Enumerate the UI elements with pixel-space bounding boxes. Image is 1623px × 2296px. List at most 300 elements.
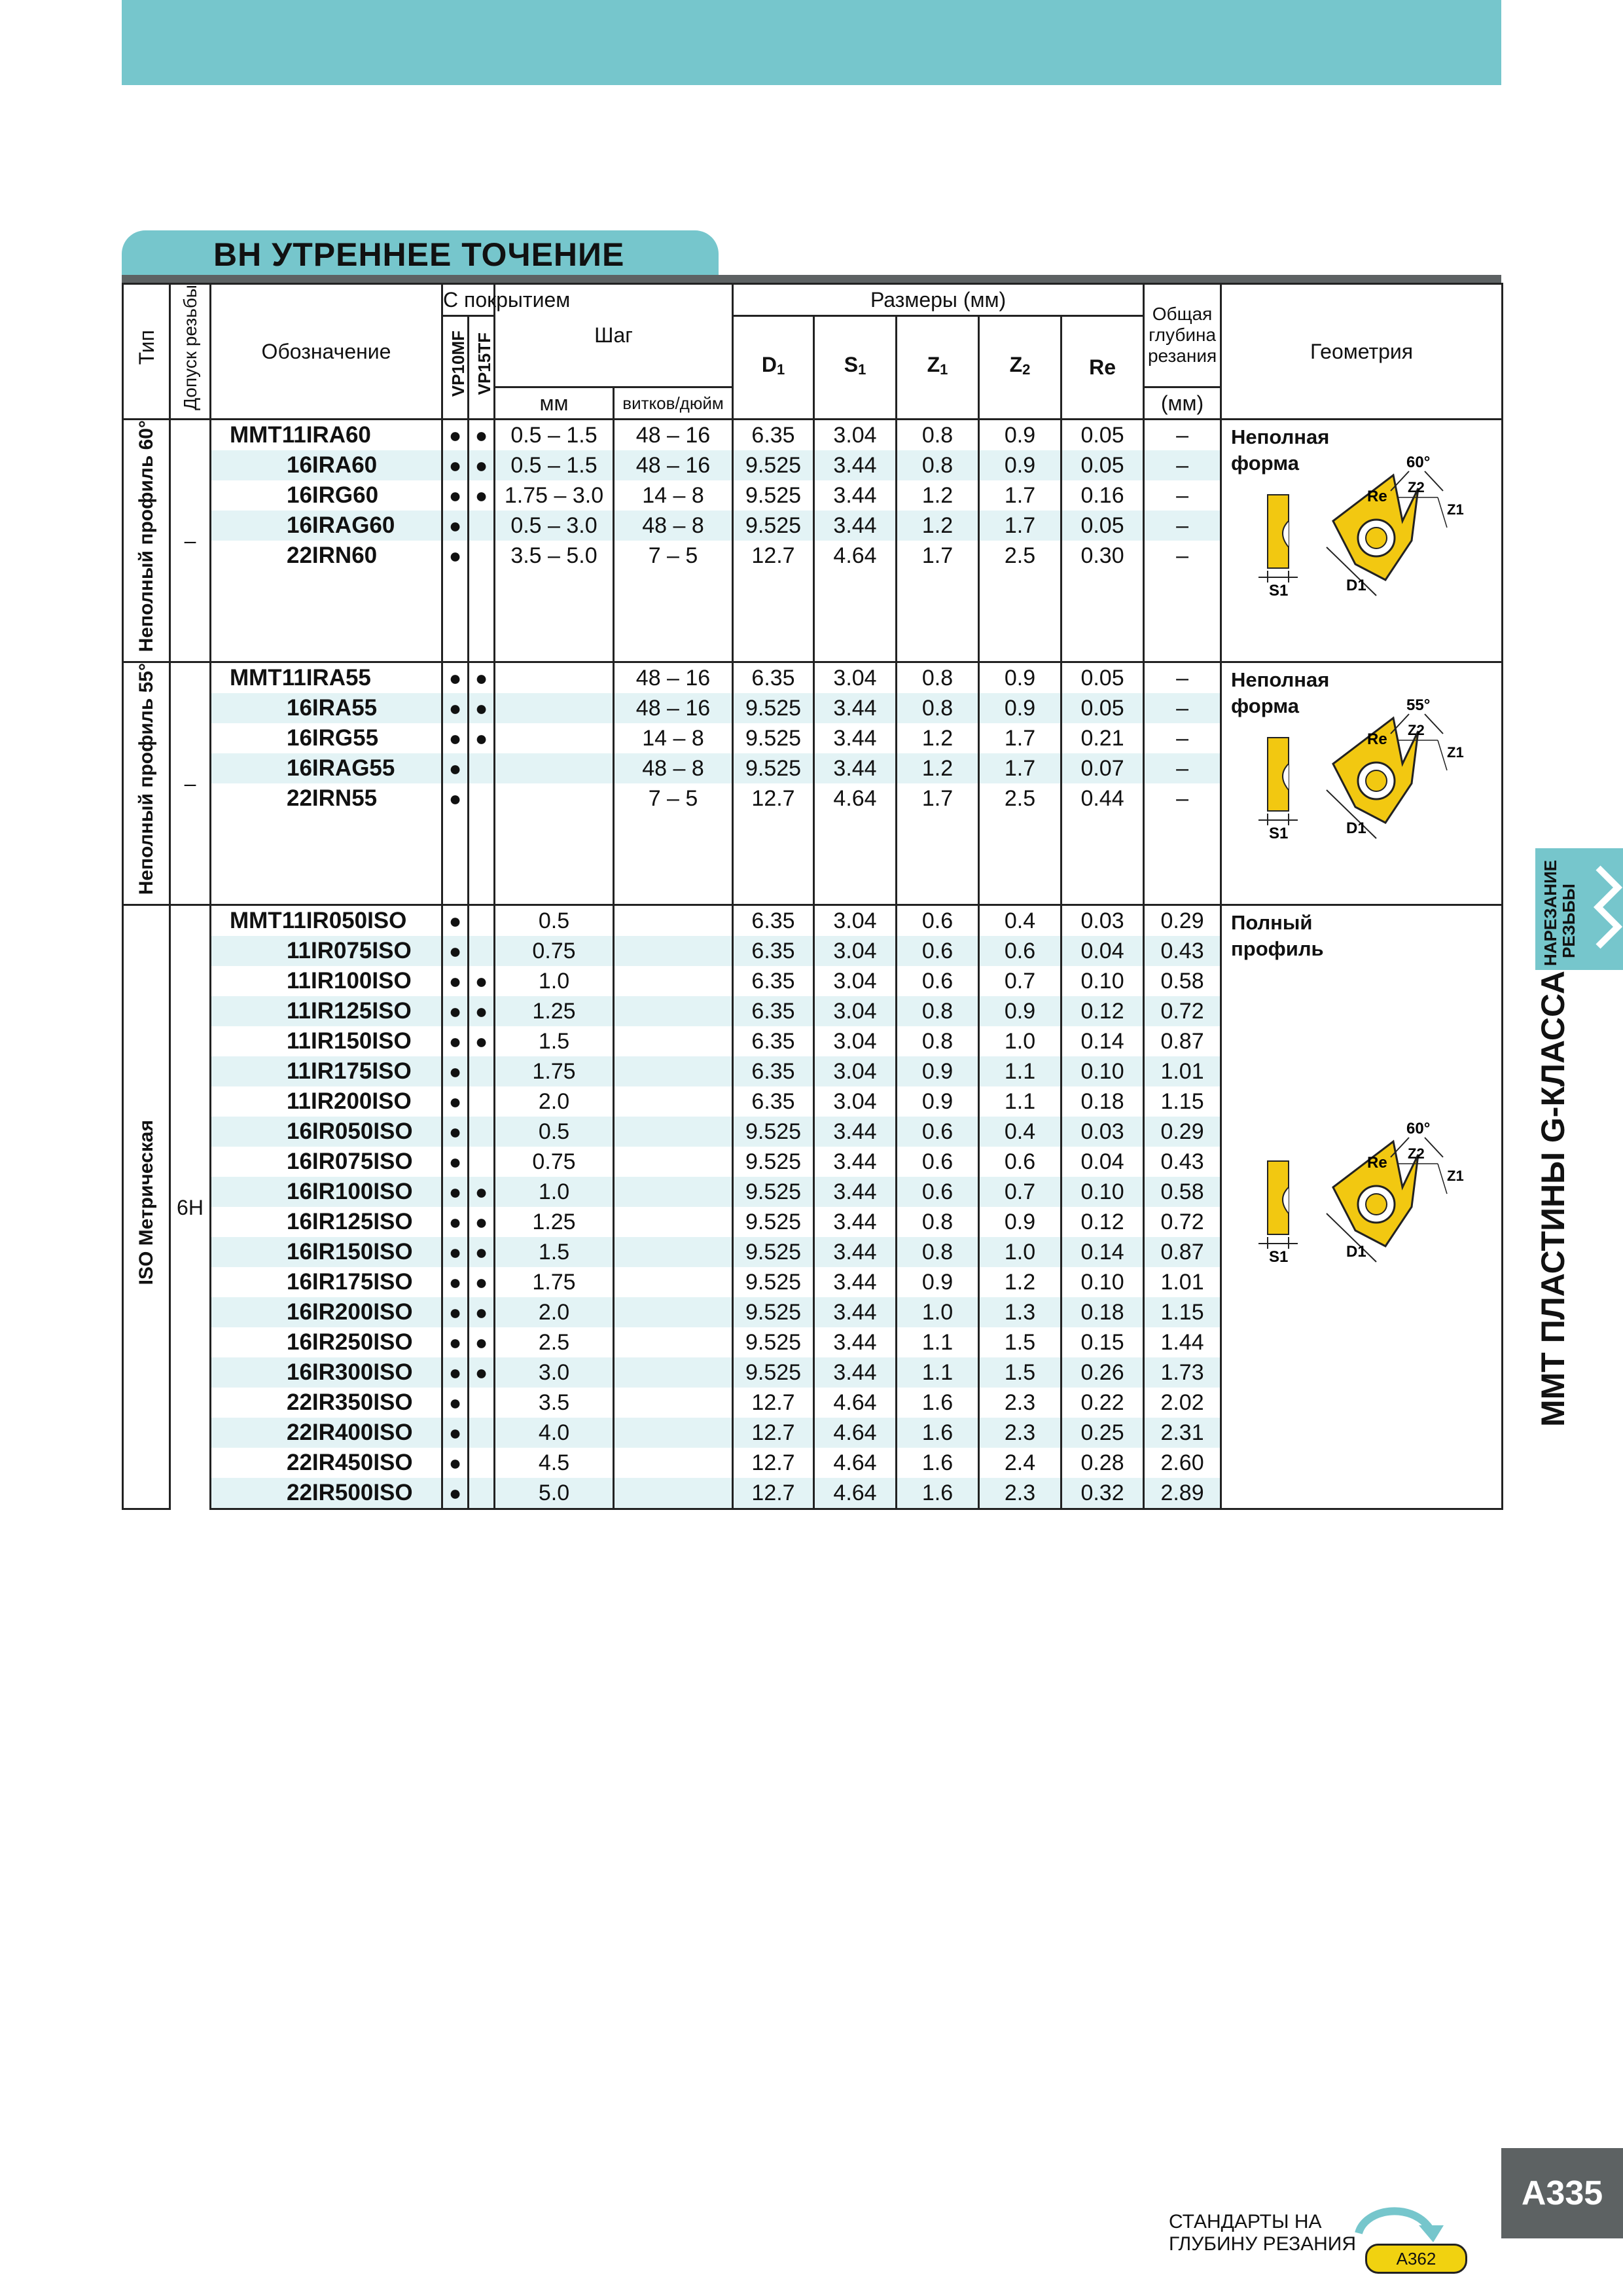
depth-cell: 2.89 xyxy=(1144,1478,1221,1509)
header-s1: S1 xyxy=(814,316,897,420)
grade2-cell: ● xyxy=(469,419,495,450)
empty-cell xyxy=(979,571,1061,601)
s1-cell: 3.44 xyxy=(814,1357,897,1388)
designation-cell: 22IRN55 xyxy=(211,783,442,814)
z2-cell: 1.7 xyxy=(979,753,1061,783)
z2-cell: 0.9 xyxy=(979,693,1061,723)
grade1-cell: ● xyxy=(442,905,469,937)
grade1-cell: ● xyxy=(442,511,469,541)
grade2-cell: ● xyxy=(469,1237,495,1267)
empty-cell xyxy=(1061,874,1144,905)
z2-cell: 0.4 xyxy=(979,1117,1061,1147)
pitch-tpi-cell xyxy=(614,1388,733,1418)
re-cell: 0.21 xyxy=(1061,723,1144,753)
grade1-cell: ● xyxy=(442,1267,469,1297)
s1-cell: 4.64 xyxy=(814,783,897,814)
grade2-cell xyxy=(469,1086,495,1117)
pitch-mm-cell: 1.0 xyxy=(495,966,614,996)
empty-cell xyxy=(897,844,979,874)
empty-cell xyxy=(614,874,733,905)
z1-cell: 1.7 xyxy=(897,783,979,814)
depth-cell: 0.29 xyxy=(1144,1117,1221,1147)
re-cell: 0.10 xyxy=(1061,966,1144,996)
z1-cell: 1.7 xyxy=(897,541,979,571)
grade2-cell: ● xyxy=(469,966,495,996)
depth-cell: 0.72 xyxy=(1144,996,1221,1026)
s1-cell: 3.44 xyxy=(814,450,897,480)
z1-cell: 1.6 xyxy=(897,1388,979,1418)
grade1-cell: ● xyxy=(442,419,469,450)
designation-cell: 11IR150ISO xyxy=(211,1026,442,1056)
empty-cell xyxy=(897,631,979,662)
grade1-cell: ● xyxy=(442,662,469,694)
empty-cell xyxy=(495,844,614,874)
d1-cell: 9.525 xyxy=(733,1117,814,1147)
designation-cell: 22IR500ISO xyxy=(211,1478,442,1509)
grade1-cell: ● xyxy=(442,1388,469,1418)
empty-cell xyxy=(814,571,897,601)
re-cell: 0.03 xyxy=(1061,905,1144,937)
grade2-cell xyxy=(469,753,495,783)
s1-cell: 3.44 xyxy=(814,1327,897,1357)
insert-side-view xyxy=(1258,1161,1298,1266)
z1-cell: 0.8 xyxy=(897,1207,979,1237)
depth-cell: 0.58 xyxy=(1144,1177,1221,1207)
depth-cell: 2.02 xyxy=(1144,1388,1221,1418)
empty-cell xyxy=(495,571,614,601)
grade2-cell xyxy=(469,511,495,541)
group-tolerance: – xyxy=(170,662,211,905)
depth-cell: 0.87 xyxy=(1144,1237,1221,1267)
designation-cell: 16IRAG55 xyxy=(211,753,442,783)
pitch-mm-cell: 5.0 xyxy=(495,1478,614,1509)
pitch-mm-cell: 0.5 – 1.5 xyxy=(495,419,614,450)
z1-cell: 0.6 xyxy=(897,905,979,937)
z1-cell: 0.6 xyxy=(897,1147,979,1177)
top-color-band xyxy=(122,0,1501,85)
pitch-mm-cell: 1.75 – 3.0 xyxy=(495,480,614,511)
pitch-mm-cell: 1.25 xyxy=(495,996,614,1026)
empty-cell xyxy=(1061,814,1144,844)
re-cell: 0.10 xyxy=(1061,1056,1144,1086)
geometry-label: Неполная форма xyxy=(1231,425,1330,475)
pitch-tpi-cell xyxy=(614,1267,733,1297)
grade2-cell: ● xyxy=(469,1327,495,1357)
designation-cell: 11IR075ISO xyxy=(211,936,442,966)
grade1-cell: ● xyxy=(442,1448,469,1478)
designation-cell: 11IR200ISO xyxy=(211,1086,442,1117)
empty-cell xyxy=(495,874,614,905)
d1-cell: 6.35 xyxy=(733,996,814,1026)
empty-cell xyxy=(814,601,897,631)
grade1-cell: ● xyxy=(442,480,469,511)
z1-cell: 1.2 xyxy=(897,480,979,511)
empty-cell xyxy=(1061,571,1144,601)
grade2-cell xyxy=(469,1388,495,1418)
z1-cell: 0.6 xyxy=(897,1117,979,1147)
empty-cell xyxy=(442,814,469,844)
z2-cell: 0.9 xyxy=(979,419,1061,450)
d1-cell: 12.7 xyxy=(733,1388,814,1418)
pitch-tpi-cell: 7 – 5 xyxy=(614,541,733,571)
designation-cell: 16IR100ISO xyxy=(211,1177,442,1207)
re-cell: 0.16 xyxy=(1061,480,1144,511)
grade1-cell: ● xyxy=(442,1026,469,1056)
grade1-cell: ● xyxy=(442,693,469,723)
s1-cell: 4.64 xyxy=(814,1388,897,1418)
re-cell: 0.12 xyxy=(1061,1207,1144,1237)
footer-text xyxy=(1169,2211,1356,2255)
z1-cell: 0.6 xyxy=(897,1177,979,1207)
pitch-tpi-cell: 14 – 8 xyxy=(614,723,733,753)
pitch-mm-cell: 4.0 xyxy=(495,1418,614,1448)
grade1-cell: ● xyxy=(442,723,469,753)
z2-cell: 0.6 xyxy=(979,1147,1061,1177)
empty-cell xyxy=(979,874,1061,905)
grade1-cell: ● xyxy=(442,936,469,966)
pitch-tpi-cell xyxy=(614,966,733,996)
re-cell: 0.04 xyxy=(1061,1147,1144,1177)
grade2-cell xyxy=(469,783,495,814)
empty-cell xyxy=(495,601,614,631)
z2-cell: 2.3 xyxy=(979,1478,1061,1509)
pitch-tpi-cell xyxy=(614,1418,733,1448)
depth-cell: – xyxy=(1144,511,1221,541)
z2-cell: 0.7 xyxy=(979,966,1061,996)
re-cell: 0.05 xyxy=(1061,450,1144,480)
s1-cell: 3.04 xyxy=(814,966,897,996)
pitch-mm-cell: 2.0 xyxy=(495,1297,614,1327)
z1-cell: 1.6 xyxy=(897,1478,979,1509)
grade2-cell: ● xyxy=(469,450,495,480)
pitch-tpi-cell xyxy=(614,1177,733,1207)
z2-cell: 0.9 xyxy=(979,1207,1061,1237)
designation-cell: 16IR075ISO xyxy=(211,1147,442,1177)
z2-cell: 0.9 xyxy=(979,996,1061,1026)
re-cell: 0.04 xyxy=(1061,936,1144,966)
label-z1: Z1 xyxy=(1447,501,1464,518)
s1-cell: 3.04 xyxy=(814,419,897,450)
grade2-cell: ● xyxy=(469,996,495,1026)
empty-cell xyxy=(897,874,979,905)
re-cell: 0.26 xyxy=(1061,1357,1144,1388)
re-cell: 0.15 xyxy=(1061,1327,1144,1357)
label-z2: Z2 xyxy=(1408,478,1425,495)
grade2-cell xyxy=(469,1117,495,1147)
label-z1: Z1 xyxy=(1447,1168,1464,1185)
grade1-cell: ● xyxy=(442,1327,469,1357)
d1-cell: 6.35 xyxy=(733,905,814,937)
re-cell: 0.32 xyxy=(1061,1478,1144,1509)
label-z1: Z1 xyxy=(1447,744,1464,761)
depth-cell: 1.01 xyxy=(1144,1056,1221,1086)
re-cell: 0.05 xyxy=(1061,419,1144,450)
d1-cell: 9.525 xyxy=(733,1327,814,1357)
re-cell: 0.10 xyxy=(1061,1177,1144,1207)
grade2-cell xyxy=(469,1478,495,1509)
geometry-label: Полный профиль xyxy=(1231,911,1324,961)
grade2-cell: ● xyxy=(469,1357,495,1388)
grade1-cell: ● xyxy=(442,1237,469,1267)
d1-cell: 12.7 xyxy=(733,783,814,814)
d1-cell: 9.525 xyxy=(733,480,814,511)
empty-cell xyxy=(469,844,495,874)
designation-cell: 16IR050ISO xyxy=(211,1117,442,1147)
pitch-mm-cell xyxy=(495,723,614,753)
d1-cell: 6.35 xyxy=(733,1026,814,1056)
pitch-mm-cell: 0.5 – 1.5 xyxy=(495,450,614,480)
z2-cell: 1.0 xyxy=(979,1026,1061,1056)
pitch-tpi-cell: 48 – 16 xyxy=(614,450,733,480)
header-geometry: Геометрия xyxy=(1221,284,1503,420)
empty-cell xyxy=(442,874,469,905)
d1-cell: 9.525 xyxy=(733,723,814,753)
insert-geometry-figure xyxy=(1222,692,1497,849)
insert-top-view xyxy=(1327,1120,1464,1262)
s1-cell: 3.44 xyxy=(814,1207,897,1237)
s1-cell: 3.04 xyxy=(814,905,897,937)
s1-cell: 3.04 xyxy=(814,996,897,1026)
pitch-tpi-cell xyxy=(614,1207,733,1237)
footer-reference[interactable] xyxy=(1169,2202,1470,2274)
empty-cell xyxy=(211,814,442,844)
pitch-tpi-cell xyxy=(614,1357,733,1388)
empty-cell xyxy=(979,814,1061,844)
d1-cell: 9.525 xyxy=(733,693,814,723)
designation-cell: 22IRN60 xyxy=(211,541,442,571)
z1-cell: 0.8 xyxy=(897,996,979,1026)
depth-cell: 2.31 xyxy=(1144,1418,1221,1448)
empty-cell xyxy=(733,571,814,601)
pitch-tpi-cell: 48 – 16 xyxy=(614,662,733,694)
z2-cell: 2.5 xyxy=(979,541,1061,571)
label-d1: D1 xyxy=(1346,1243,1366,1261)
grade1-cell: ● xyxy=(442,1086,469,1117)
insert-top-view xyxy=(1327,454,1464,596)
insert-geometry-figure xyxy=(1222,449,1497,606)
grade2-cell xyxy=(469,1448,495,1478)
z1-cell: 0.8 xyxy=(897,1237,979,1267)
pitch-mm-cell: 0.5 xyxy=(495,1117,614,1147)
geometry-cell xyxy=(1221,662,1503,905)
empty-cell xyxy=(469,814,495,844)
empty-cell xyxy=(469,631,495,662)
side-tab-line1: НАРЕЗАНИЕ xyxy=(1541,859,1560,966)
header-z1: Z1 xyxy=(897,316,979,420)
empty-cell xyxy=(469,874,495,905)
pitch-tpi-cell xyxy=(614,1026,733,1056)
group-type: Неполный профиль 55° xyxy=(123,662,170,905)
pitch-tpi-cell: 48 – 8 xyxy=(614,511,733,541)
depth-cell: 0.29 xyxy=(1144,905,1221,937)
label-angle: 60° xyxy=(1406,453,1431,471)
empty-cell xyxy=(614,814,733,844)
depth-cell: – xyxy=(1144,419,1221,450)
pitch-mm-cell: 0.5 xyxy=(495,905,614,937)
z1-cell: 1.2 xyxy=(897,511,979,541)
geometry-cell xyxy=(1221,905,1503,1509)
insert-geometry-figure xyxy=(1222,1115,1497,1272)
designation-cell: MMT11IRA60 xyxy=(211,419,442,450)
z1-cell: 0.8 xyxy=(897,662,979,694)
pitch-tpi-cell xyxy=(614,1327,733,1357)
pitch-mm-cell: 0.75 xyxy=(495,1147,614,1177)
designation-cell: 16IRAG60 xyxy=(211,511,442,541)
empty-cell xyxy=(211,601,442,631)
grade1-cell: ● xyxy=(442,1357,469,1388)
header-d1: D1 xyxy=(733,316,814,420)
z1-cell: 0.8 xyxy=(897,450,979,480)
s1-cell: 4.64 xyxy=(814,541,897,571)
header-re: Re xyxy=(1061,316,1144,420)
re-cell: 0.30 xyxy=(1061,541,1144,571)
d1-cell: 9.525 xyxy=(733,1207,814,1237)
grade1-cell: ● xyxy=(442,1418,469,1448)
pitch-tpi-cell: 14 – 8 xyxy=(614,480,733,511)
z1-cell: 0.8 xyxy=(897,1026,979,1056)
empty-cell xyxy=(469,571,495,601)
header-pitch-tpi: витков/дюйм xyxy=(614,387,733,419)
header-grade-vp10mf: VP10MF xyxy=(442,316,469,420)
designation-cell: 16IR125ISO xyxy=(211,1207,442,1237)
empty-cell xyxy=(211,571,442,601)
pitch-tpi-cell: 48 – 16 xyxy=(614,419,733,450)
d1-cell: 9.525 xyxy=(733,1177,814,1207)
d1-cell: 6.35 xyxy=(733,1086,814,1117)
z2-cell: 2.3 xyxy=(979,1388,1061,1418)
header-type: Тип xyxy=(123,284,170,420)
depth-cell: 1.15 xyxy=(1144,1297,1221,1327)
z2-cell: 1.7 xyxy=(979,723,1061,753)
depth-cell: – xyxy=(1144,693,1221,723)
label-s1: S1 xyxy=(1269,1248,1289,1266)
pitch-mm-cell: 1.25 xyxy=(495,1207,614,1237)
designation-cell: 16IR200ISO xyxy=(211,1297,442,1327)
header-tolerance: Допуск резьбы xyxy=(170,284,211,420)
empty-cell xyxy=(442,844,469,874)
pitch-tpi-cell xyxy=(614,1297,733,1327)
re-cell: 0.03 xyxy=(1061,1117,1144,1147)
s1-cell: 4.64 xyxy=(814,1478,897,1509)
page-number: A335 xyxy=(1501,2148,1623,2238)
depth-cell: – xyxy=(1144,480,1221,511)
designation-cell: 16IR175ISO xyxy=(211,1267,442,1297)
grade2-cell xyxy=(469,541,495,571)
empty-cell xyxy=(814,844,897,874)
table-row xyxy=(123,419,1503,450)
d1-cell: 9.525 xyxy=(733,753,814,783)
grade2-cell: ● xyxy=(469,723,495,753)
z2-cell: 0.9 xyxy=(979,450,1061,480)
z1-cell: 0.6 xyxy=(897,966,979,996)
label-z2: Z2 xyxy=(1408,1145,1425,1162)
re-cell: 0.25 xyxy=(1061,1418,1144,1448)
insert-table xyxy=(122,283,1503,1510)
grade2-cell xyxy=(469,1418,495,1448)
grade1-cell: ● xyxy=(442,966,469,996)
empty-cell xyxy=(469,601,495,631)
z2-cell: 2.3 xyxy=(979,1418,1061,1448)
pitch-mm-cell: 1.5 xyxy=(495,1237,614,1267)
geometry-cell xyxy=(1221,419,1503,662)
designation-cell: 11IR125ISO xyxy=(211,996,442,1026)
pitch-tpi-cell: 7 – 5 xyxy=(614,783,733,814)
empty-cell xyxy=(733,631,814,662)
pitch-tpi-cell xyxy=(614,1237,733,1267)
side-tab-line2: РЕЗЬБЫ xyxy=(1559,884,1578,958)
s1-cell: 3.44 xyxy=(814,1237,897,1267)
z2-cell: 2.5 xyxy=(979,783,1061,814)
pitch-mm-cell: 2.0 xyxy=(495,1086,614,1117)
label-angle: 60° xyxy=(1406,1120,1431,1138)
footer-page-link[interactable]: A362 xyxy=(1365,2244,1467,2274)
z2-cell: 1.7 xyxy=(979,480,1061,511)
side-title xyxy=(1522,971,1577,1433)
empty-cell xyxy=(495,631,614,662)
grade1-cell: ● xyxy=(442,753,469,783)
empty-cell xyxy=(733,601,814,631)
grade2-cell: ● xyxy=(469,480,495,511)
d1-cell: 9.525 xyxy=(733,1297,814,1327)
re-cell: 0.18 xyxy=(1061,1086,1144,1117)
d1-cell: 9.525 xyxy=(733,450,814,480)
empty-cell xyxy=(814,814,897,844)
re-cell: 0.22 xyxy=(1061,1388,1144,1418)
pitch-mm-cell: 1.75 xyxy=(495,1267,614,1297)
pitch-mm-cell: 0.5 – 3.0 xyxy=(495,511,614,541)
z1-cell: 1.2 xyxy=(897,753,979,783)
pitch-mm-cell: 2.5 xyxy=(495,1327,614,1357)
z1-cell: 0.9 xyxy=(897,1056,979,1086)
grade1-cell: ● xyxy=(442,1177,469,1207)
footer-line1: СТАНДАРТЫ НА xyxy=(1169,2211,1322,2233)
label-d1: D1 xyxy=(1346,576,1366,594)
empty-cell xyxy=(897,601,979,631)
s1-cell: 3.44 xyxy=(814,1297,897,1327)
depth-cell: – xyxy=(1144,450,1221,480)
d1-cell: 9.525 xyxy=(733,1267,814,1297)
re-cell: 0.44 xyxy=(1061,783,1144,814)
s1-cell: 3.44 xyxy=(814,723,897,753)
header-row-1 xyxy=(123,284,1503,316)
table-body xyxy=(123,419,1503,1509)
d1-cell: 12.7 xyxy=(733,1418,814,1448)
s1-cell: 3.04 xyxy=(814,662,897,694)
table-row xyxy=(123,662,1503,694)
grade2-cell xyxy=(469,1056,495,1086)
grade2-cell: ● xyxy=(469,693,495,723)
pitch-mm-cell: 4.5 xyxy=(495,1448,614,1478)
grade2-cell: ● xyxy=(469,662,495,694)
s1-cell: 3.04 xyxy=(814,1056,897,1086)
z1-cell: 1.6 xyxy=(897,1448,979,1478)
label-s1: S1 xyxy=(1269,581,1289,600)
depth-cell: 2.60 xyxy=(1144,1448,1221,1478)
empty-cell xyxy=(614,631,733,662)
designation-cell: 16IR300ISO xyxy=(211,1357,442,1388)
section-title: ВН УТРЕННЕЕ ТОЧЕНИЕ xyxy=(213,236,625,273)
z1-cell: 0.8 xyxy=(897,419,979,450)
grade1-cell: ● xyxy=(442,1297,469,1327)
d1-cell: 9.525 xyxy=(733,1357,814,1388)
designation-cell: 11IR175ISO xyxy=(211,1056,442,1086)
pitch-mm-cell: 3.0 xyxy=(495,1357,614,1388)
header-dims: Размеры (мм) xyxy=(733,284,1144,316)
empty-cell xyxy=(733,814,814,844)
empty-cell xyxy=(733,874,814,905)
z1-cell: 0.9 xyxy=(897,1267,979,1297)
z2-cell: 0.7 xyxy=(979,1177,1061,1207)
